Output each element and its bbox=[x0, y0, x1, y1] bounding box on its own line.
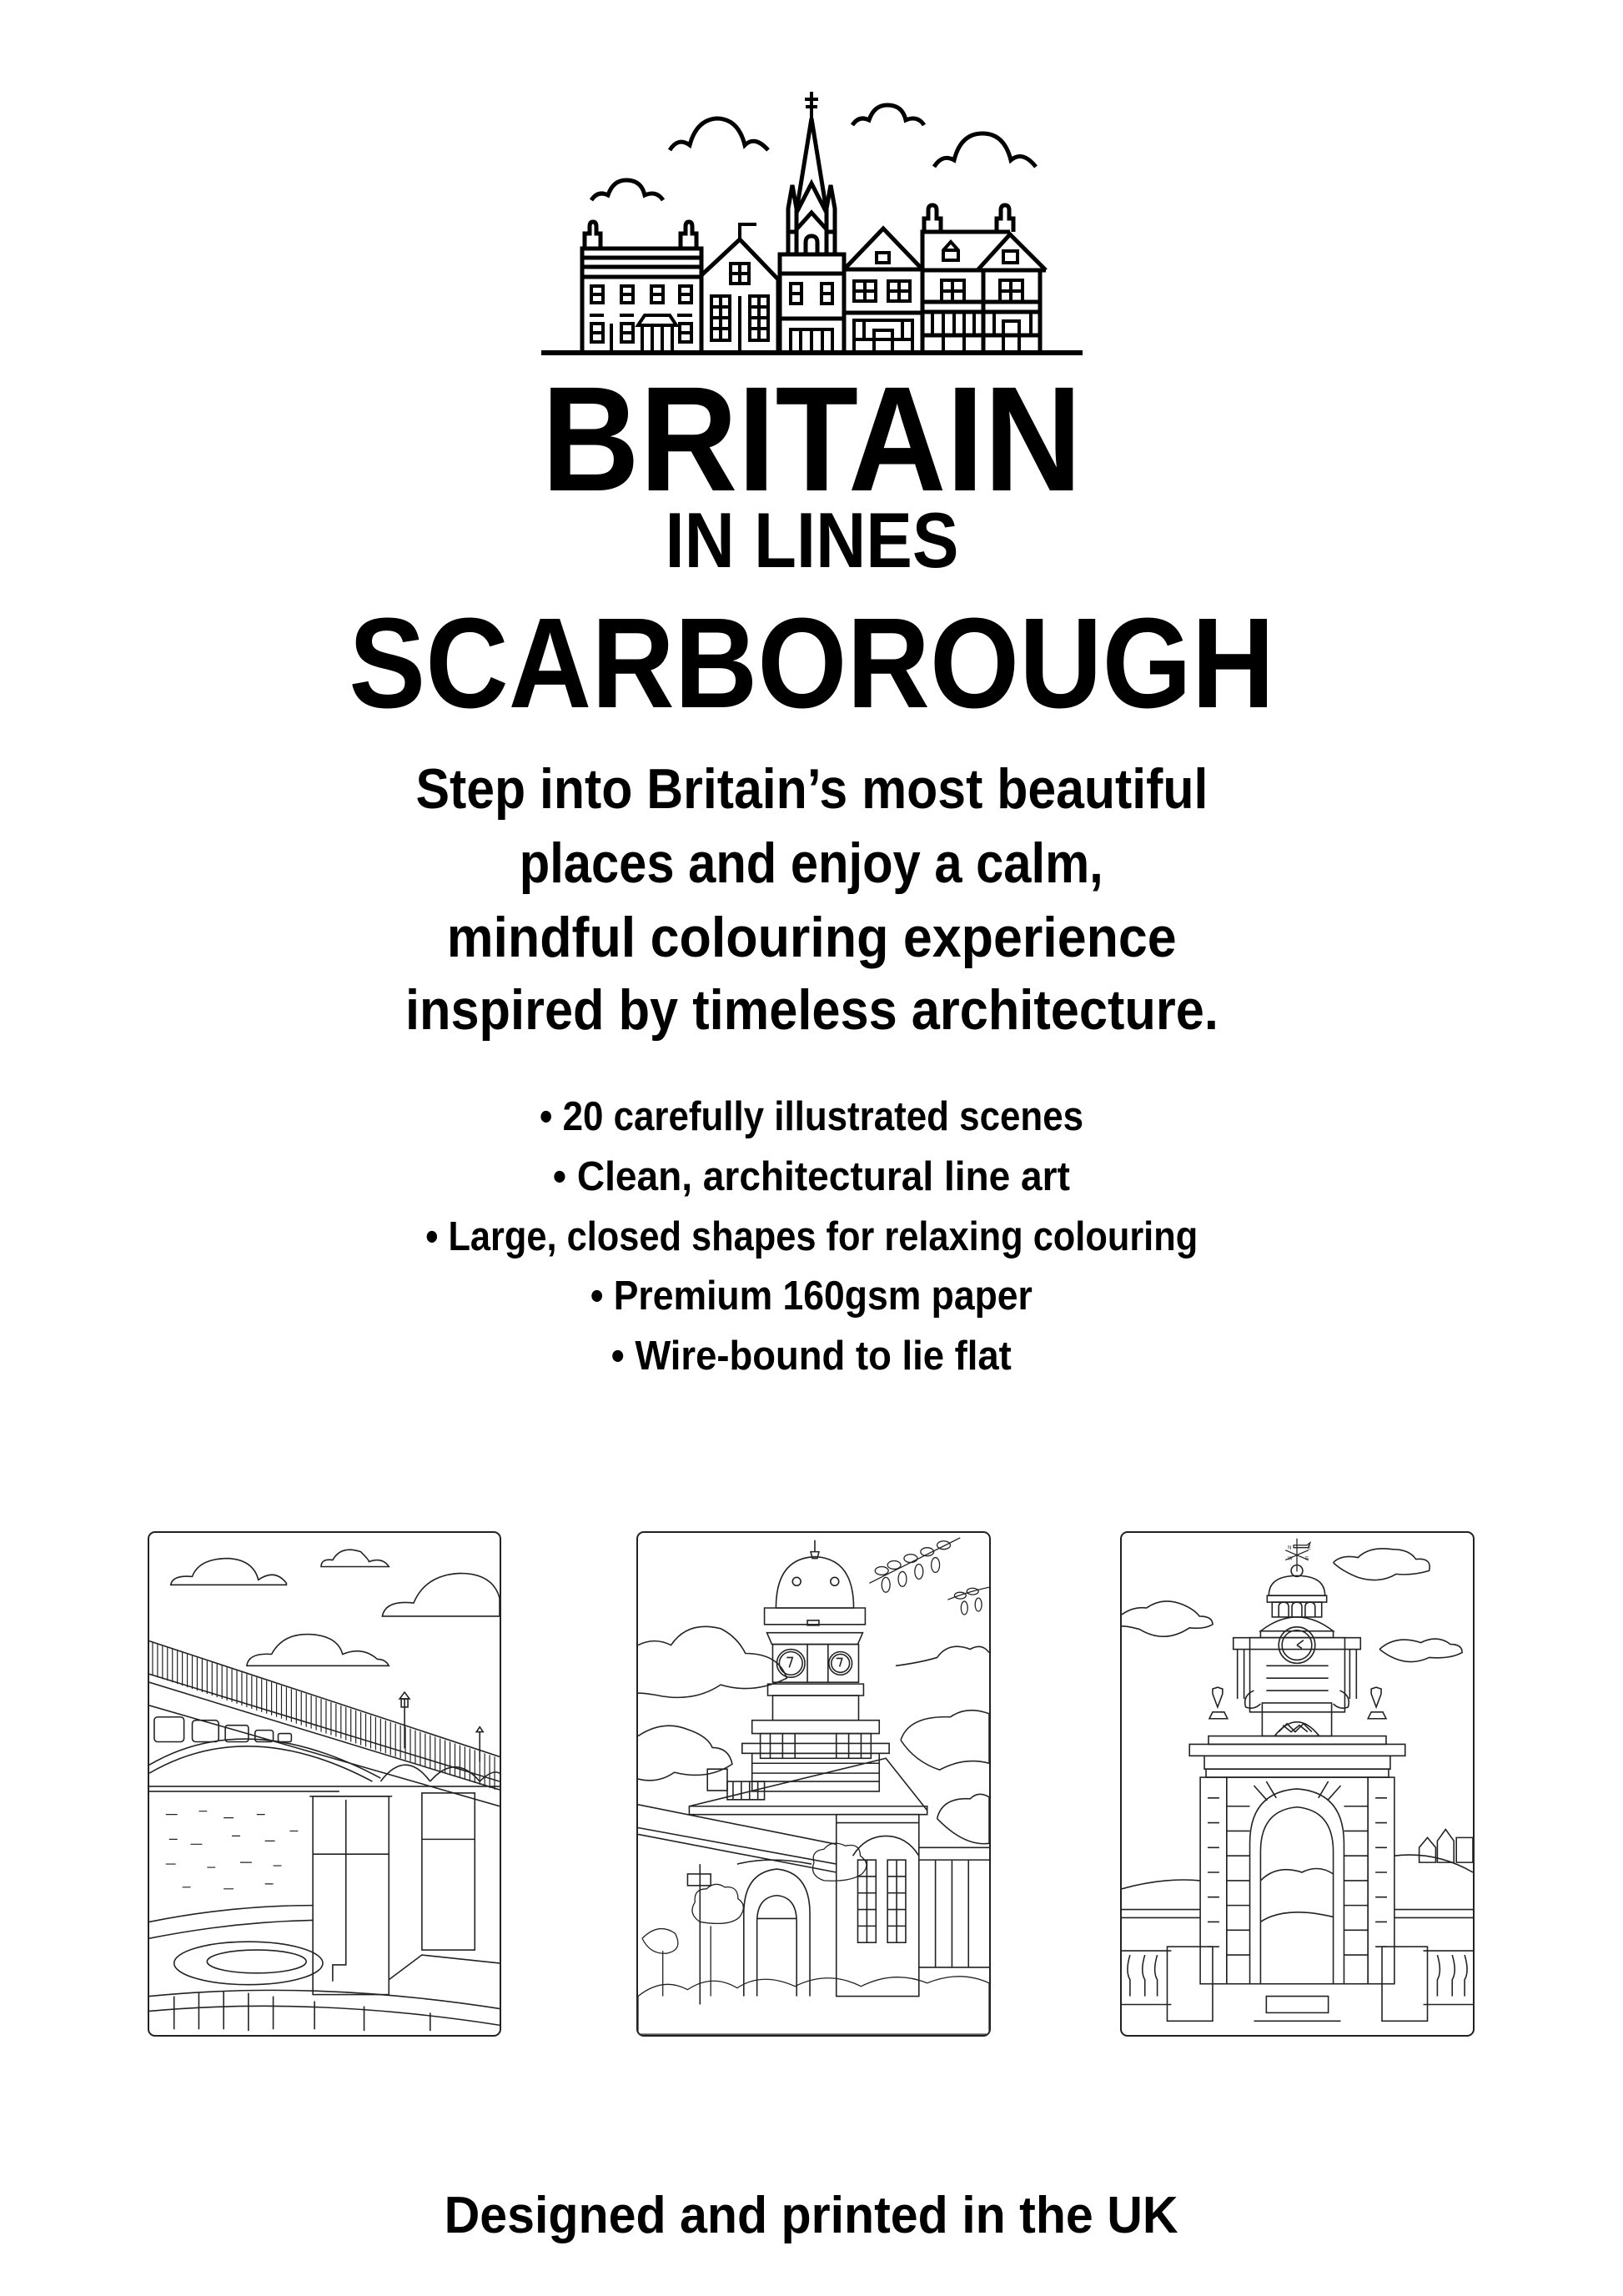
church-spire bbox=[780, 92, 844, 353]
station-building bbox=[638, 1758, 989, 2004]
bridge-pier bbox=[309, 1793, 475, 1995]
page-title bbox=[0, 591, 1623, 735]
feature-item: • Clean, architectural line art bbox=[552, 1154, 1070, 1199]
bridge-arch bbox=[149, 1717, 500, 1781]
town-skyline-icon bbox=[0, 0, 1623, 384]
fountain bbox=[174, 1942, 323, 1985]
svg-text:E: E bbox=[1307, 1545, 1311, 1551]
footer-text: Designed and printed in the UK bbox=[444, 2187, 1178, 2244]
station-clock-tower-illustration bbox=[638, 1533, 989, 2035]
building-tudor bbox=[922, 205, 1046, 353]
brand-line2 bbox=[0, 496, 1623, 584]
cloud-icon bbox=[171, 1550, 500, 1665]
clock-face-icon bbox=[776, 1650, 852, 1678]
tagline-line: inspired by timeless architecture. bbox=[404, 978, 1219, 1042]
building-shop bbox=[844, 229, 922, 353]
water-ripples bbox=[166, 1811, 298, 1889]
clock-face-icon bbox=[1279, 1627, 1315, 1664]
hillside-houses bbox=[1122, 1829, 1473, 1888]
preview-card-bridge bbox=[148, 1531, 501, 2037]
svg-text:N: N bbox=[1288, 1545, 1292, 1551]
tagline-line: Step into Britain’s most beautiful bbox=[415, 757, 1208, 821]
preview-card-station bbox=[636, 1531, 991, 2037]
feature-item: • Wire-bound to lie flat bbox=[611, 1334, 1012, 1379]
location-title: SCARBOROUGH bbox=[348, 591, 1274, 735]
tree-branch-icon bbox=[869, 1538, 989, 1615]
preview-card-clock-arch bbox=[1120, 1531, 1475, 2037]
stone-arch bbox=[1200, 1777, 1394, 1984]
footer bbox=[0, 2187, 1623, 2244]
feature-item: • Premium 160gsm paper bbox=[590, 1274, 1033, 1319]
clock-tower bbox=[742, 1540, 889, 1791]
lamp-post-icon bbox=[399, 1692, 483, 1761]
building-georgian bbox=[582, 222, 701, 353]
promenade-railing bbox=[149, 1990, 500, 2031]
balustrade bbox=[1122, 1910, 1473, 2022]
tagline-line: mindful colouring experience bbox=[446, 906, 1177, 969]
building-gabled bbox=[701, 224, 778, 353]
brand-line1 bbox=[0, 355, 1623, 522]
brand-title: BRITAIN bbox=[541, 355, 1082, 522]
svg-text:S: S bbox=[1304, 1556, 1309, 1562]
bridge-illustration bbox=[149, 1533, 500, 2035]
brand-subtitle: IN LINES bbox=[665, 496, 958, 584]
svg-text:W: W bbox=[1288, 1556, 1293, 1562]
feature-item: • 20 carefully illustrated scenes bbox=[539, 1094, 1083, 1139]
feature-item: • Large, closed shapes for relaxing colouring bbox=[425, 1214, 1198, 1259]
tagline-line: places and enjoy a calm, bbox=[519, 831, 1103, 895]
tree-icon bbox=[638, 1843, 989, 2034]
cloud-icon bbox=[638, 1626, 989, 1843]
clock-tower bbox=[1189, 1565, 1405, 1777]
weather-vane-icon bbox=[1285, 1539, 1311, 1572]
clock-arch-illustration bbox=[1122, 1533, 1473, 2035]
